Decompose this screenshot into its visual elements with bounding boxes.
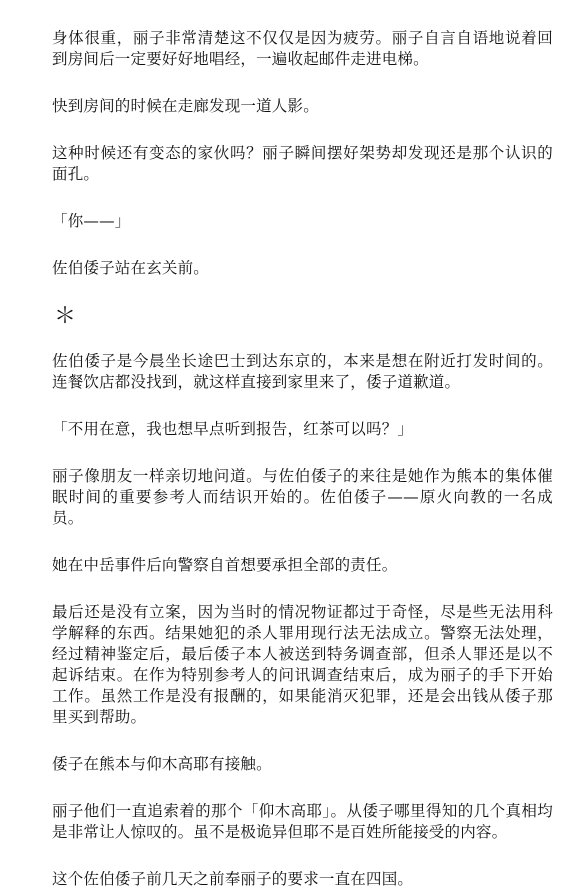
paragraph: 这种时候还有变态的家伙吗？丽子瞬间摆好架势却发现还是那个认识的面孔。 [52,144,553,183]
paragraph: 这个佐伯倭子前几天之前奉丽子的要求一直在四国。 [52,870,414,888]
paragraph: 丽子像朋友一样亲切地问道。与佐伯倭子的来往是她作为熊本的集体催眠时间的重要参考人而结识开始的。佐伯倭子——原火向教的一名成员。 [52,467,553,527]
paragraph: 佐伯倭子站在玄关前。 [52,259,210,277]
paragraph: 最后还是没有立案，因为当时的情况物证都过于奇怪，尽是些无法用科学解释的东西。结果她犯的杀人罪用现行法无法成立。警察无法处理，经过精神鉴定后，最后倭子本人被送到特务调查部，但杀人罪还是以不起诉结束。在作为特别参考人的问讯调查结束后，成为丽子的手下开始工作。虽然工作是没有报酬的，如果能消灭犯罪，还是会出钱从倭子那里买到帮助。 [52,603,553,726]
dialogue-line: 「不用在意，我也想早点听到报告，红茶可以吗？」 [52,420,414,438]
paragraph: 倭子在熊本与仰木高耶有接触。 [52,755,272,773]
section-break-asterisk: ＊ [54,304,77,329]
paragraph: 快到房间的时候在走廊发现一道人影。 [52,97,319,115]
paragraph: 佐伯倭子是今晨坐长途巴士到达东京的，本来是想在附近打发时间的。连餐饮店都没找到，就这样直接到家里来了，倭子道歉道。 [52,352,553,391]
paragraph: 她在中岳事件后向警察自首想要承担全部的责任。 [52,556,398,574]
paragraph: 身体很重，丽子非常清楚这不仅仅是因为疲劳。丽子自言自语地说着回到房间后一定要好好地唱经，一遍收起邮件走进电梯。 [52,29,553,68]
paragraph: 丽子他们一直追索着的那个「仰木高耶」。从倭子哪里得知的几个真相均是非常让人惊叹的。虽不是极诡异但耶不是百姓所能接受的内容。 [52,802,553,841]
dialogue-line: 「你——」 [52,212,131,230]
